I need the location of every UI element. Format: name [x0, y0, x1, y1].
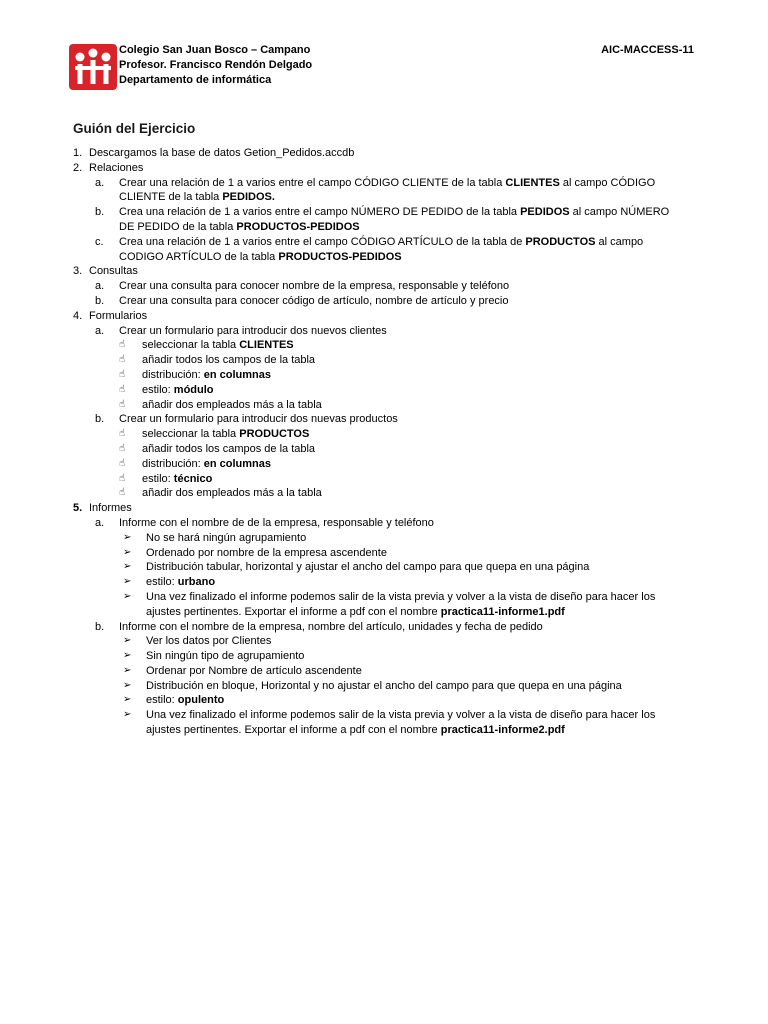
step-text: estilo: — [146, 694, 178, 707]
list-step — [73, 383, 703, 398]
list-step — [73, 546, 703, 561]
item-number: 5. — [73, 502, 83, 515]
subitem-marker: a. — [95, 516, 105, 529]
arrow-bullet-icon: ➢ — [123, 679, 132, 691]
subitem-text: Crea una relación de 1 a varios entre el campo CÓDIGO ARTÍCULO de la tabla de — [119, 235, 526, 248]
list-step — [73, 457, 703, 472]
bold-text: urbano — [177, 576, 216, 589]
subitem-text: CODIGO ARTÍCULO de la tabla — [119, 250, 279, 263]
pointing-hand-icon: ☝ — [119, 442, 126, 454]
list-item — [73, 501, 703, 516]
bold-text: practica11-informe2.pdf — [440, 724, 565, 737]
bold-text: PRODUCTOS-PEDIDOS — [278, 250, 402, 263]
step-text: Ver los datos por Clientes — [146, 635, 272, 648]
item-number: 2. — [73, 161, 83, 174]
list-step — [73, 664, 703, 679]
subitem-marker: b. — [95, 413, 105, 426]
step-text: Ordenado por nombre de la empresa ascendente — [146, 546, 387, 559]
list-item — [73, 161, 703, 176]
item-text: Descargamos la base de datos Getion_Pedidos.accdb — [89, 147, 355, 159]
item-number: 3. — [73, 265, 83, 278]
list-item — [73, 264, 703, 279]
pointing-hand-icon: ☝ — [119, 339, 126, 351]
pointing-hand-icon: ☝ — [119, 457, 126, 469]
subitem-text: Informe con el nombre de de la empresa, responsable y teléfono — [119, 516, 434, 529]
subitem-marker: b. — [95, 206, 105, 219]
list-step — [73, 486, 703, 501]
arrow-bullet-icon: ➢ — [123, 635, 132, 647]
arrow-bullet-icon: ➢ — [123, 664, 132, 676]
step-text: estilo: — [142, 383, 174, 396]
step-text: Sin ningún tipo de agrupamiento — [146, 650, 305, 663]
list-subitem — [73, 516, 703, 531]
step-text: añadir dos empleados más a la tabla — [142, 487, 322, 500]
step-text: Una vez finalizado el informe podemos salir de la vista previa y volver a la vista de diseño para hacer los — [146, 709, 656, 722]
pointing-hand-icon: ☝ — [119, 368, 126, 380]
bold-text: módulo — [173, 383, 214, 396]
list-step-continuation — [73, 605, 703, 620]
pointing-hand-icon: ☝ — [119, 472, 126, 484]
list-step — [73, 442, 703, 457]
item-text: Formularios — [89, 309, 148, 322]
subitem-text: Crea una relación de 1 a varios entre el campo NÚMERO DE PEDIDO de la tabla — [119, 206, 521, 219]
bold-text: PRODUCTOS — [525, 235, 596, 248]
subitem-text: al campo NÚMERO — [569, 206, 670, 219]
item-number: 1. — [73, 147, 83, 159]
subitem-marker: b. — [95, 294, 105, 307]
subitem-marker: c. — [95, 235, 104, 248]
step-text: añadir todos los campos de la tabla — [142, 354, 316, 367]
list-step — [73, 708, 703, 723]
bold-text: técnico — [173, 472, 213, 485]
subitem-marker: a. — [95, 324, 105, 337]
step-text: añadir todos los campos de la tabla — [142, 442, 316, 455]
school-name: Colegio San Juan Bosco – Campano — [119, 44, 311, 56]
step-text: Una vez finalizado el informe podemos salir de la vista previa y volver a la vista de diseño para hacer los — [146, 590, 656, 603]
list-subitem — [73, 412, 703, 427]
arrow-bullet-icon: ➢ — [123, 650, 132, 662]
bold-text: opulento — [177, 694, 225, 707]
list-step — [73, 575, 703, 590]
step-text: No se hará ningún agrupamiento — [146, 531, 307, 544]
list-subitem — [73, 620, 703, 635]
bold-text: PRODUCTOS — [239, 428, 310, 441]
list-subitem — [73, 324, 703, 339]
subitem-text: al campo CÓDIGO — [559, 176, 656, 189]
item-number: 4. — [73, 309, 83, 322]
department-name: Departamento de informática — [119, 74, 272, 86]
step-text: añadir dos empleados más a la tabla — [142, 398, 322, 411]
list-step — [73, 398, 703, 413]
pointing-hand-icon: ☝ — [119, 398, 126, 410]
subitem-text: Crear una relación de 1 a varios entre el campo CÓDIGO CLIENTE de la tabla — [119, 176, 506, 189]
header-info — [119, 43, 312, 88]
subitem-text: Crear un formulario para introducir dos nuevos clientes — [119, 324, 387, 337]
document-code: AIC-MACCESS-11 — [601, 44, 694, 56]
list-step-continuation — [73, 723, 703, 738]
item-text: Consultas — [89, 265, 138, 278]
pointing-hand-icon: ☝ — [119, 354, 126, 366]
item-text: Relaciones — [89, 161, 144, 174]
subitem-text: DE PEDIDO de la tabla — [119, 220, 237, 233]
bold-text: PEDIDOS. — [222, 191, 275, 204]
arrow-bullet-icon: ➢ — [123, 576, 132, 588]
school-logo — [69, 44, 117, 90]
pointing-hand-icon: ☝ — [119, 487, 126, 499]
pointing-hand-icon: ☝ — [119, 428, 126, 440]
subitem-text: Crear una consulta para conocer código de artículo, nombre de artículo y precio — [119, 294, 509, 307]
bold-text: CLIENTES — [239, 339, 294, 352]
list-step — [73, 634, 703, 649]
step-text: seleccionar la tabla — [142, 339, 240, 352]
list-step — [73, 472, 703, 487]
subitem-text: Informe con el nombre de la empresa, nombre del artículo, unidades y fecha de pedido — [119, 620, 543, 633]
subitem-text: Crear una consulta para conocer nombre de la empresa, responsable y teléfono — [119, 280, 510, 293]
list-subitem — [73, 235, 703, 250]
list-step — [73, 590, 703, 605]
exercise-list — [73, 146, 703, 738]
list-subitem-continuation — [73, 190, 703, 205]
arrow-bullet-icon: ➢ — [123, 546, 132, 558]
step-text: Distribución en bloque, Horizontal y no ajustar el ancho del campo para que quepa en una página — [146, 679, 622, 692]
step-text: estilo: — [142, 472, 174, 485]
list-step — [73, 649, 703, 664]
step-text: distribución: — [142, 368, 204, 381]
list-subitem — [73, 294, 703, 309]
subitem-text: Crear un formulario para introducir dos nuevas productos — [119, 413, 398, 426]
bold-text: CLIENTES — [505, 176, 560, 189]
list-step — [73, 531, 703, 546]
step-text: Distribución tabular, horizontal y ajustar el ancho del campo para que quepa en una página — [146, 561, 590, 574]
bold-text: PEDIDOS — [520, 206, 570, 219]
list-step — [73, 560, 703, 575]
bold-text: en columnas — [203, 368, 272, 381]
list-item — [73, 146, 703, 161]
item-text: Informes — [89, 502, 132, 515]
list-step — [73, 679, 703, 694]
bold-text: en columnas — [203, 457, 272, 470]
list-step — [73, 368, 703, 383]
list-subitem-continuation — [73, 220, 703, 235]
arrow-bullet-icon: ➢ — [123, 561, 132, 573]
list-item — [73, 309, 703, 324]
teacher-name: Profesor. Francisco Rendón Delgado — [119, 59, 313, 71]
step-text: ajustes pertinentes. Exportar el informe a pdf con el nombre — [146, 724, 441, 737]
subitem-marker: a. — [95, 176, 105, 189]
subitem-text: CLIENTE de la tabla — [119, 191, 223, 204]
list-step — [73, 427, 703, 442]
bold-text: PRODUCTOS-PEDIDOS — [236, 220, 360, 233]
list-subitem — [73, 205, 703, 220]
step-text: seleccionar la tabla — [142, 428, 240, 441]
subitem-marker: b. — [95, 620, 105, 633]
arrow-bullet-icon: ➢ — [123, 709, 132, 721]
list-step — [73, 693, 703, 708]
list-subitem-continuation — [73, 250, 703, 265]
arrow-bullet-icon: ➢ — [123, 590, 132, 602]
bold-text: practica11-informe1.pdf — [440, 605, 565, 618]
pointing-hand-icon: ☝ — [119, 383, 126, 395]
subitem-text: al campo — [595, 235, 644, 248]
arrow-bullet-icon: ➢ — [123, 531, 132, 543]
step-text: distribución: — [142, 457, 204, 470]
subitem-marker: a. — [95, 280, 105, 293]
arrow-bullet-icon: ➢ — [123, 694, 132, 706]
step-text: ajustes pertinentes. Exportar el informe a pdf con el nombre — [146, 605, 441, 618]
list-step — [73, 353, 703, 368]
list-step — [73, 338, 703, 353]
list-subitem — [73, 176, 703, 191]
list-subitem — [73, 279, 703, 294]
step-text: Ordenar por Nombre de artículo ascendente — [146, 664, 362, 677]
step-text: estilo: — [146, 576, 178, 589]
page-title: Guión del Ejercicio — [73, 121, 196, 136]
